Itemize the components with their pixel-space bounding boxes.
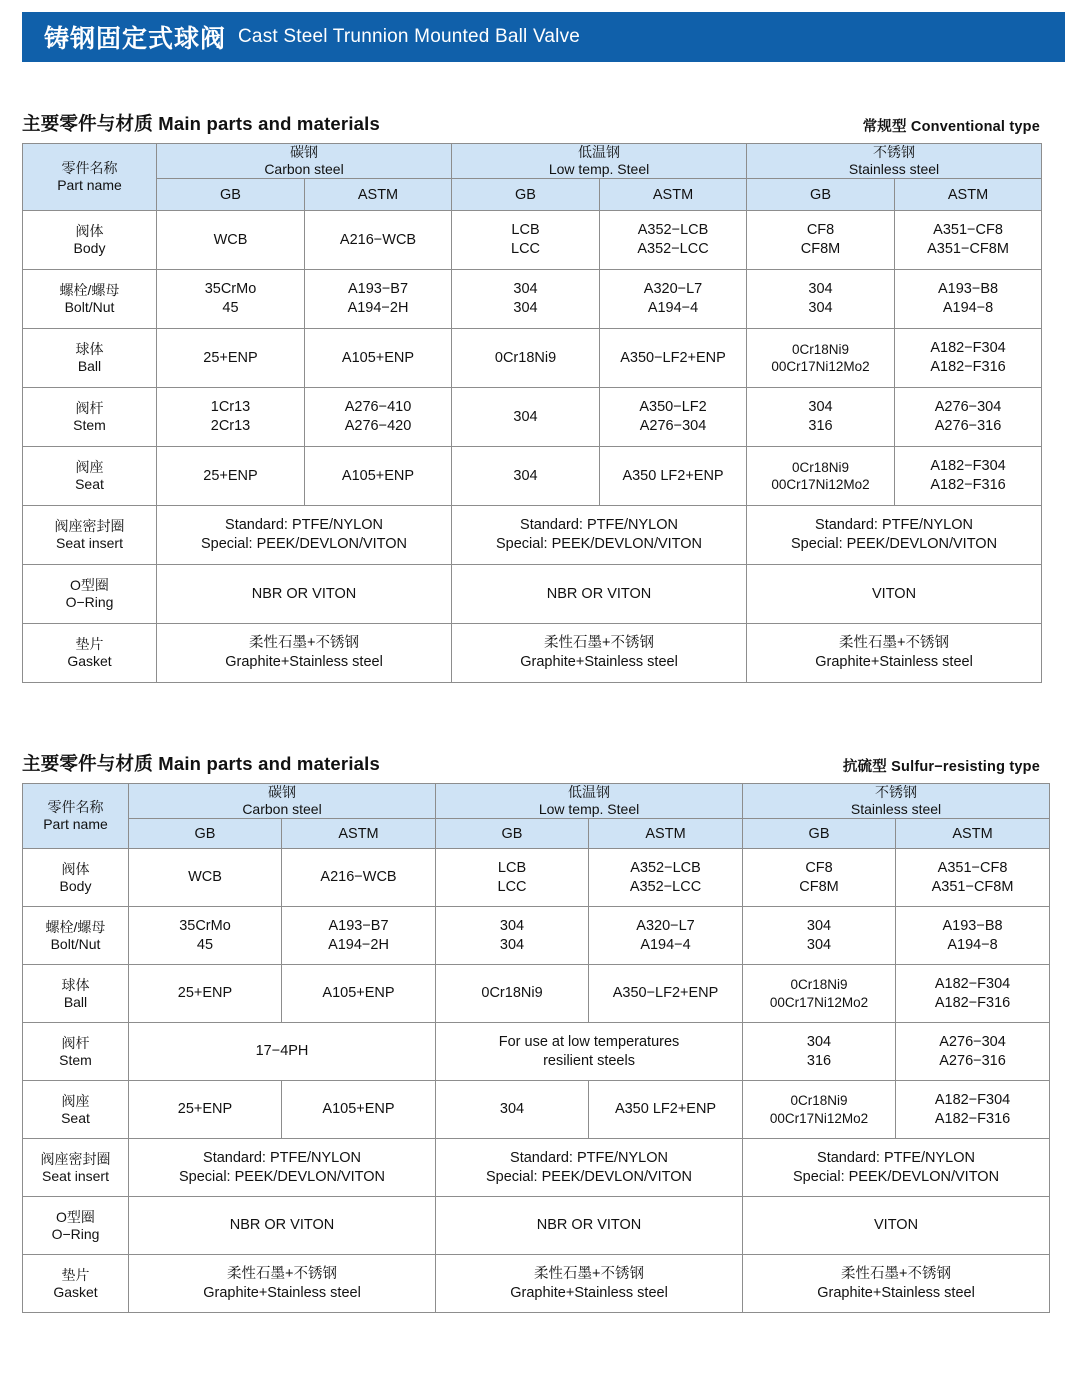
cell-lowtemp-merged: 柔性石墨+不锈钢 Graphite+Stainless steel bbox=[436, 1255, 743, 1313]
cell-ss-astm: A182−F304 A182−F316 bbox=[896, 1081, 1050, 1139]
table-row bbox=[23, 447, 1042, 506]
table-row bbox=[23, 1197, 1050, 1255]
cell-carbon-gb: 35CrMo 45 bbox=[157, 270, 305, 329]
header-std-carbon-gb: GB bbox=[129, 819, 282, 849]
cell-ss-merged: VITON bbox=[747, 565, 1042, 624]
cell-lowtemp-gb: 304 304 bbox=[436, 907, 589, 965]
section-title: 主要零件与材质 Main parts and materials bbox=[22, 753, 380, 774]
cell-lowtemp-gb: 0Cr18Ni9 bbox=[436, 965, 589, 1023]
cell-ss-gb: 304 304 bbox=[747, 270, 895, 329]
row-part-name: 球体 Ball bbox=[23, 329, 157, 388]
cell-ss-astm: A276−304 A276−316 bbox=[896, 1023, 1050, 1081]
cell-carbon-astm: A193−B7 A194−2H bbox=[282, 907, 436, 965]
cell-carbon-merged: 柔性石墨+不锈钢 Graphite+Stainless steel bbox=[129, 1255, 436, 1313]
cell-ss-gb: 304 316 bbox=[747, 388, 895, 447]
table-row bbox=[23, 329, 1042, 388]
row-part-name: 阀杆 Stem bbox=[23, 1023, 129, 1081]
cell-lowtemp-astm: A350−LF2+ENP bbox=[589, 965, 743, 1023]
materials-table-conventional bbox=[22, 143, 1042, 683]
cell-carbon-astm: A105+ENP bbox=[305, 329, 452, 388]
cell-ss-gb: 0Cr18Ni9 00Cr17Ni12Mo2 bbox=[747, 329, 895, 388]
cell-lowtemp-merged: Standard: PTFE/NYLON Special: PEEK/DEVLON/VITON bbox=[436, 1139, 743, 1197]
table-row bbox=[23, 1023, 1050, 1081]
cell-ss-gb: 0Cr18Ni9 00Cr17Ni12Mo2 bbox=[747, 447, 895, 506]
cell-carbon-astm: A105+ENP bbox=[305, 447, 452, 506]
cell-lowtemp-astm: A350 LF2+ENP bbox=[589, 1081, 743, 1139]
row-part-name: 螺栓/螺母 Bolt/Nut bbox=[23, 907, 129, 965]
cell-lowtemp-astm: A352−LCB A352−LCC bbox=[589, 849, 743, 907]
cell-ss-gb: 304 304 bbox=[743, 907, 896, 965]
cell-ss-astm: A182−F304 A182−F316 bbox=[896, 965, 1050, 1023]
cell-ss-merged: VITON bbox=[743, 1197, 1050, 1255]
cell-carbon-merged: 17−4PH bbox=[129, 1023, 436, 1081]
table-row bbox=[23, 388, 1042, 447]
cell-carbon-gb: 25+ENP bbox=[129, 1081, 282, 1139]
header-std-ss-astm: ASTM bbox=[896, 819, 1050, 849]
cell-ss-merged: Standard: PTFE/NYLON Special: PEEK/DEVLON/VITON bbox=[747, 506, 1042, 565]
cell-ss-astm: A276−304 A276−316 bbox=[895, 388, 1042, 447]
cell-lowtemp-astm: A350 LF2+ENP bbox=[600, 447, 747, 506]
header-std-carbon-astm: ASTM bbox=[305, 179, 452, 211]
section-type-label: 抗硫型 Sulfur−resisting type bbox=[842, 759, 1040, 775]
cell-lowtemp-gb: 304 304 bbox=[452, 270, 600, 329]
cell-ss-gb: 0Cr18Ni9 00Cr17Ni12Mo2 bbox=[743, 1081, 896, 1139]
table-row bbox=[23, 965, 1050, 1023]
cell-ss-gb: 304 316 bbox=[743, 1023, 896, 1081]
table-row bbox=[23, 624, 1042, 683]
header-group-low-temp-steel: 低温钢 Low temp. Steel bbox=[452, 144, 747, 179]
cell-carbon-merged: 柔性石墨+不锈钢 Graphite+Stainless steel bbox=[157, 624, 452, 683]
row-part-name: O型圈 O−Ring bbox=[23, 565, 157, 624]
section-caption-row bbox=[22, 750, 1040, 776]
cell-ss-astm: A351−CF8 A351−CF8M bbox=[896, 849, 1050, 907]
cell-carbon-astm: A276−410 A276−420 bbox=[305, 388, 452, 447]
cell-lowtemp-merged: NBR OR VITON bbox=[436, 1197, 743, 1255]
cell-carbon-astm: A193−B7 A194−2H bbox=[305, 270, 452, 329]
section-type-label: 常规型 Conventional type bbox=[862, 119, 1040, 135]
header-std-lowtemp-astm: ASTM bbox=[589, 819, 743, 849]
cell-carbon-gb: WCB bbox=[129, 849, 282, 907]
table-row bbox=[23, 211, 1042, 270]
section-conventional bbox=[22, 110, 1040, 683]
row-part-name: 阀座 Seat bbox=[23, 1081, 129, 1139]
header-group-low-temp-steel: 低温钢 Low temp. Steel bbox=[436, 784, 743, 819]
cell-carbon-astm: A105+ENP bbox=[282, 1081, 436, 1139]
table-row bbox=[23, 270, 1042, 329]
cell-lowtemp-merged: For use at low temperatures resilient steels bbox=[436, 1023, 743, 1081]
cell-carbon-astm: A105+ENP bbox=[282, 965, 436, 1023]
cell-carbon-gb: WCB bbox=[157, 211, 305, 270]
cell-ss-gb: CF8 CF8M bbox=[747, 211, 895, 270]
table-header-row-standards bbox=[23, 819, 1050, 849]
cell-ss-astm: A351−CF8 A351−CF8M bbox=[895, 211, 1042, 270]
materials-table-sulfur-resisting bbox=[22, 783, 1050, 1313]
header-std-lowtemp-gb: GB bbox=[436, 819, 589, 849]
cell-ss-astm: A193−B8 A194−8 bbox=[895, 270, 1042, 329]
header-group-stainless-steel: 不锈钢 Stainless steel bbox=[743, 784, 1050, 819]
row-part-name: 阀座密封圈 Seat insert bbox=[23, 506, 157, 565]
row-part-name: 球体 Ball bbox=[23, 965, 129, 1023]
cell-lowtemp-gb: LCB LCC bbox=[436, 849, 589, 907]
cell-lowtemp-gb: LCB LCC bbox=[452, 211, 600, 270]
row-part-name: 阀杆 Stem bbox=[23, 388, 157, 447]
header-std-carbon-astm: ASTM bbox=[282, 819, 436, 849]
row-part-name: 垫片 Gasket bbox=[23, 624, 157, 683]
cell-carbon-gb: 1Cr13 2Cr13 bbox=[157, 388, 305, 447]
section-caption-row bbox=[22, 110, 1040, 136]
header-title-english: Cast Steel Trunnion Mounted Ball Valve bbox=[238, 26, 581, 47]
header-part-name: 零件名称 Part name bbox=[23, 144, 157, 211]
table-row bbox=[23, 565, 1042, 624]
cell-lowtemp-gb: 304 bbox=[452, 447, 600, 506]
cell-carbon-astm: A216−WCB bbox=[282, 849, 436, 907]
page-header-banner bbox=[0, 12, 1065, 62]
cell-ss-merged: 柔性石墨+不锈钢 Graphite+Stainless steel bbox=[743, 1255, 1050, 1313]
cell-lowtemp-astm: A320−L7 A194−4 bbox=[600, 270, 747, 329]
cell-lowtemp-astm: A320−L7 A194−4 bbox=[589, 907, 743, 965]
cell-ss-merged: Standard: PTFE/NYLON Special: PEEK/DEVLON/VITON bbox=[743, 1139, 1050, 1197]
table-header-row-groups bbox=[23, 144, 1042, 179]
header-std-lowtemp-gb: GB bbox=[452, 179, 600, 211]
section-title: 主要零件与材质 Main parts and materials bbox=[22, 113, 380, 134]
header-group-stainless-steel: 不锈钢 Stainless steel bbox=[747, 144, 1042, 179]
table-row bbox=[23, 907, 1050, 965]
table-row bbox=[23, 1255, 1050, 1313]
header-accent-bar bbox=[0, 12, 22, 62]
header-group-carbon-steel: 碳钢 Carbon steel bbox=[129, 784, 436, 819]
cell-lowtemp-astm: A350−LF2 A276−304 bbox=[600, 388, 747, 447]
cell-carbon-merged: NBR OR VITON bbox=[129, 1197, 436, 1255]
cell-carbon-gb: 25+ENP bbox=[157, 447, 305, 506]
header-std-ss-gb: GB bbox=[747, 179, 895, 211]
cell-ss-gb: CF8 CF8M bbox=[743, 849, 896, 907]
table-row bbox=[23, 849, 1050, 907]
header-group-carbon-steel: 碳钢 Carbon steel bbox=[157, 144, 452, 179]
row-part-name: 阀体 Body bbox=[23, 211, 157, 270]
cell-lowtemp-merged: NBR OR VITON bbox=[452, 565, 747, 624]
cell-lowtemp-merged: 柔性石墨+不锈钢 Graphite+Stainless steel bbox=[452, 624, 747, 683]
header-std-carbon-gb: GB bbox=[157, 179, 305, 211]
header-part-name: 零件名称 Part name bbox=[23, 784, 129, 849]
row-part-name: 阀体 Body bbox=[23, 849, 129, 907]
row-part-name: 垫片 Gasket bbox=[23, 1255, 129, 1313]
section-sulfur-resisting bbox=[22, 750, 1040, 1313]
cell-carbon-gb: 35CrMo 45 bbox=[129, 907, 282, 965]
table-header-row-groups bbox=[23, 784, 1050, 819]
table-row bbox=[23, 506, 1042, 565]
cell-carbon-gb: 25+ENP bbox=[129, 965, 282, 1023]
cell-lowtemp-merged: Standard: PTFE/NYLON Special: PEEK/DEVLON/VITON bbox=[452, 506, 747, 565]
cell-lowtemp-gb: 304 bbox=[436, 1081, 589, 1139]
cell-ss-astm: A182−F304 A182−F316 bbox=[895, 329, 1042, 388]
header-title-chinese: 铸钢固定式球阀 bbox=[44, 25, 227, 53]
row-part-name: O型圈 O−Ring bbox=[23, 1197, 129, 1255]
cell-carbon-gb: 25+ENP bbox=[157, 329, 305, 388]
table-header-row-standards bbox=[23, 179, 1042, 211]
cell-lowtemp-astm: A352−LCB A352−LCC bbox=[600, 211, 747, 270]
table-row bbox=[23, 1139, 1050, 1197]
cell-carbon-merged: NBR OR VITON bbox=[157, 565, 452, 624]
cell-carbon-astm: A216−WCB bbox=[305, 211, 452, 270]
cell-lowtemp-astm: A350−LF2+ENP bbox=[600, 329, 747, 388]
row-part-name: 阀座密封圈 Seat insert bbox=[23, 1139, 129, 1197]
header-std-ss-astm: ASTM bbox=[895, 179, 1042, 211]
cell-lowtemp-gb: 0Cr18Ni9 bbox=[452, 329, 600, 388]
cell-ss-merged: 柔性石墨+不锈钢 Graphite+Stainless steel bbox=[747, 624, 1042, 683]
table-row bbox=[23, 1081, 1050, 1139]
cell-lowtemp-gb: 304 bbox=[452, 388, 600, 447]
row-part-name: 螺栓/螺母 Bolt/Nut bbox=[23, 270, 157, 329]
header-std-ss-gb: GB bbox=[743, 819, 896, 849]
cell-ss-gb: 0Cr18Ni9 00Cr17Ni12Mo2 bbox=[743, 965, 896, 1023]
cell-ss-astm: A182−F304 A182−F316 bbox=[895, 447, 1042, 506]
cell-carbon-merged: Standard: PTFE/NYLON Special: PEEK/DEVLON/VITON bbox=[157, 506, 452, 565]
header-std-lowtemp-astm: ASTM bbox=[600, 179, 747, 211]
row-part-name: 阀座 Seat bbox=[23, 447, 157, 506]
cell-ss-astm: A193−B8 A194−8 bbox=[896, 907, 1050, 965]
cell-carbon-merged: Standard: PTFE/NYLON Special: PEEK/DEVLON/VITON bbox=[129, 1139, 436, 1197]
